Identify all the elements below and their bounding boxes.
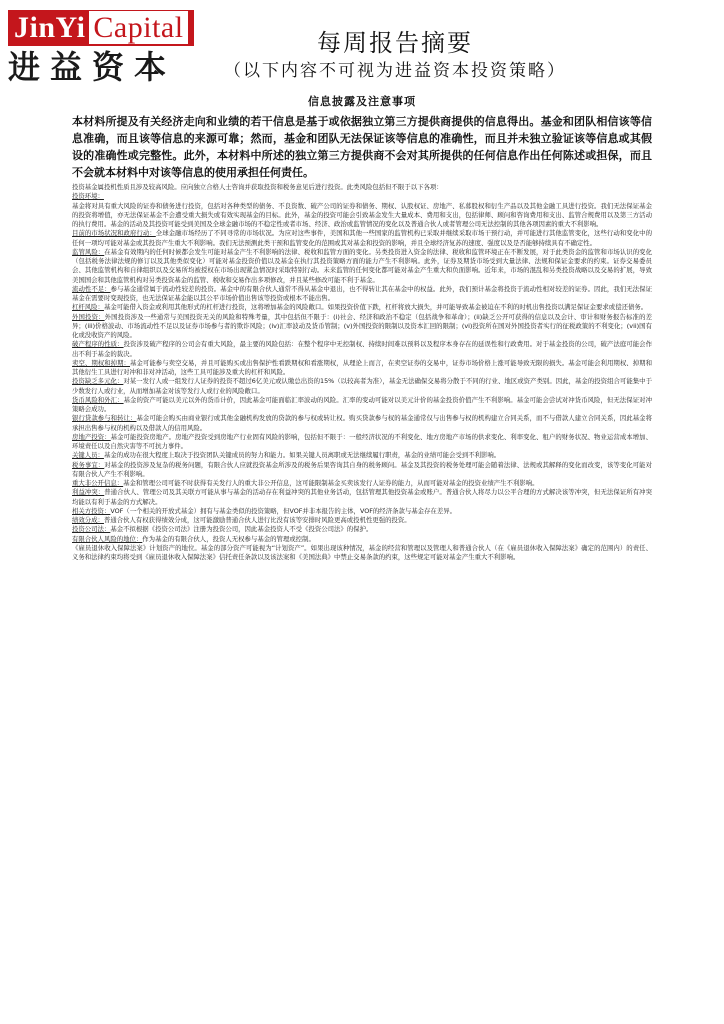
risk-section (72, 303, 652, 312)
section-heading: 重大非公开信息： (72, 479, 124, 487)
section-heading: 卖空、期权和掉期： (72, 358, 131, 367)
section-text: VOF（一个相关的开放式基金）拥有与基金类似的投资策略，但VOF并非本报告的主体，VOF的经济条款与基金存在差异。 (110, 506, 456, 515)
risk-section (72, 461, 652, 480)
section-text: 基金可能参与卖空交易，并且可能购买或出售保护性看跌期权和看涨期权，从理论上而言，在卖空证券的交易中，证券市场价格上涨可能导致无限的损失。基金可能会利用期权、掉期和其他衍生工具进行对冲和非对冲活动，这些工具可能涉及重大的杠杆和风险。 (72, 358, 652, 376)
disclaimer-title: 信息披露及注意事项 (308, 95, 416, 108)
section-heading: 相关方投资： (72, 506, 111, 515)
section-text: 普通合伙人有权获得绩效分成，这可能激励普通合伙人进行比没有该等安排时风险更高或投机性更强的投资。 (103, 516, 411, 524)
section-heading: 关键人员： (72, 451, 104, 460)
disclaimer-intro: 本材料所提及有关经济走向和业绩的若干信息是基于或依据独立第三方提供商提供的信息得出。基金和团队相信该等信息准确，而且该等信息的来源可靠；然而，基金和团队无法保证该等信息的准确性，而且并未独立验证该等信息或其假设的准确性或完整性。此外，本材料中所述的独立第三方提供商不会对其所提供的任何信息作出任何陈述或担保，而且不会就本材料中对该等信息的使用承担任何责任。 (72, 115, 652, 179)
section-heading: 流动性不足： (72, 284, 111, 293)
section-text: 基金的资产可能以美元以外的货币计价，因此基金可能面临汇率波动的风险。汇率的变动可能对以美元计价的基金投资价值产生不利影响。基金可能会尝试对冲货币风险，但无法保证对冲策略会成功。 (72, 395, 652, 413)
risk-section (72, 202, 652, 230)
section-heading: 监管风险： (72, 247, 105, 256)
section-heading: 税务事宜： (72, 460, 105, 469)
risk-section (72, 313, 652, 341)
section-text: 投资基金属投机性质且涉及较高风险。应向独立合格人士咨询并获取投资和税务意见后进行投资。此类风险包括但不限于以下各项： (72, 183, 443, 191)
section-heading: 投资缺乏多元化： (72, 377, 124, 386)
risk-sections (72, 183, 652, 1019)
report-header (210, 28, 580, 82)
risk-section (72, 183, 652, 192)
section-text: 基金将对具有重大风险的证券和债务进行投资，包括对各种类型的债务、不良资数、破产公司的证券和债务、期权、认股权证、房地产、私募股权和衍生产品以及其他金融工具进行投资。我们无法保证基金的投资将增值，亦无法保证基金不会遭受重大损失或有效实现基金的目标。此外，基金的投资可能会引致基金发生大量成本、费用和支出，包括律师、顾问和咨询费用和支出、监管合规费用以及第三方活动的执行费用。基金的活动及其投资可能受到美国及全球金融市场的不稳定性或者市场、经济、政治或监管情况的变化以及普通合伙人或者管理公司无法控制的其他各项因素的重大不利影响。 (72, 201, 652, 228)
section-heading: 利益冲突： (72, 488, 105, 497)
risk-section (72, 488, 652, 507)
risk-section (72, 377, 652, 396)
risk-section (72, 248, 652, 285)
risk-section (72, 414, 652, 433)
risk-section (72, 433, 652, 452)
company-logo (8, 10, 208, 86)
section-text: 基金可能借入资金或利用其他形式的杠杆进行投资，这将增加基金的风险敞口。如果投资价值下跌，杠杆将放大损失，并可能导致基金被迫在不利的时机出售投资以满足保证金要求或偿还债务。 (103, 303, 648, 312)
section-heading: 目前的市场状况和政府行动： (72, 229, 156, 238)
risk-section (72, 229, 652, 248)
risk-section (72, 544, 652, 563)
risk-section (72, 516, 652, 525)
risk-section (72, 285, 652, 304)
section-heading: 投资环境： (72, 192, 104, 201)
risk-section (72, 340, 652, 359)
report-subtitle: （以下内容不可视为进益资本投资策略） (224, 61, 566, 81)
risk-section (72, 507, 652, 516)
risk-section (72, 451, 652, 460)
section-heading: 银行贷款参与和转让： (72, 414, 137, 423)
section-text: 基金可能投资房地产。房地产投资受到房地产行业固有风险的影响，包括但不限于：一般经济状况的不利变化、地方房地产市场的供求变化、利率变化、租户的财务状况、物业运营成本增加、环境责任以及自然灾害等不可抗力事件。 (72, 432, 652, 450)
logo-latin-suffix: Capital (89, 11, 187, 44)
risk-section (72, 479, 652, 488)
section-heading: 投资公司法： (72, 525, 111, 534)
section-text: 《雇员退休收入保障法案》计划资产的地位。基金的部分资产可能视为“计划资产”。如果出现该种情况，基金的经营和管理以及管理人和普通合伙人（在《雇员退休收入保障法案》确定的范围内）的责任、义务和法律约束均将受到《雇员退休收入保障法案》信托责任条款以及该法案和《美国法典》中禁止交易条款的约束，这些规定可能对基金产生重大不利影响。 (72, 543, 652, 561)
risk-section (72, 359, 652, 378)
section-heading: 绩效分成： (72, 516, 104, 524)
section-heading: 有限合伙人风险的地位： (72, 534, 143, 543)
section-text: 对基金的投资涉及复杂的税务问题，有限合伙人应就投资基金所涉及的税务后果咨询其自身的税务顾问。基金及其投资的税务处理可能会随着法律、法规或其解释的变化而改变，该等变化可能对有限合伙人产生不利影响。 (72, 460, 652, 478)
section-text: 在基金有效期内的任何时候都会发生可能对基金产生不利影响的法律、税收和监管方面的变化。另类投资进入资金的法律、税收和监管环境正在不断发展，对于此类资金的监管和市场认识的变化（包括税务法律法规的修订以及其他类似变化）可能对基金投资价值以及基金在执行其投资策略方面的能力产生不利影响。此外，证券及期货市场受到大量法律、法规和保证金要求的约束。证券交易委员会、其他监管机构和自律组织以及交易所均被授权在市场出现紧急情况时采取特别行动。未来监管的任何变化都可能对基金产生重大和负面影响。近年来，市场的混乱和另类投资战略以及交易的扩展，导致美国国会和其他监管机构对另类投资基金的监管、税收和交易作出多项修改，并且某些修改可能不利于基金。 (72, 247, 652, 284)
section-text: 参与基金通常属于流动性较差的投资。基金中的有限合伙人通常不得从基金中退出，也不得转让其在基金中的权益。此外，我们预计基金将投资于流动性相对较差的证券。因此，我们无法保证基金在需要时变现投资，也无法保证基金能以其公平市场价值出售该等投资或根本不能出售。 (72, 284, 652, 302)
logo-latin-main: JinYi (14, 11, 86, 44)
section-text: 作为基金的有限合伙人，投资人无权参与基金的管理或控制。 (142, 534, 315, 543)
section-text: 外国投资涉及一些通常与美国投资无关的风险和特殊考量，其中包括但不限于：(i)社会、经济和政治不稳定（包括战争和革命）；(ii)缺乏公开可获得的信息以及会计、审计和财务报告标准的差异；(iii)价格波动、市场流动性不足以及证券市场参与者的欺诈风险；(iv)汇率波动及货币管制；(v)外国投资的限制以及资本汇回的限制；(vi)投资所在国对外国投资者实行的征税政策的不利变化；(vii)国有化或没收资产的风险。 (72, 312, 652, 339)
section-text: 基金的成功在很大程度上取决于投资团队关键成员的努力和能力。如果关键人员离职或无法继续履行职责，基金的业绩可能会受到不利影响。 (103, 451, 501, 460)
section-heading: 货币风险和外汇： (72, 395, 124, 404)
section-heading: 外国投资： (72, 312, 105, 321)
section-text: 基金可能会购买由商业银行或其他金融机构发放的贷款的参与权或转让权。购买贷款参与权的基金通常仅与出售参与权的机构建立合同关系，而不与借款人建立合同关系，因此基金将承担出售参与权的机构以及借款人的信用风险。 (72, 414, 652, 432)
risk-section (72, 535, 652, 544)
logo-latin (8, 10, 194, 46)
section-heading: 破产程序的性质： (72, 340, 124, 349)
section-text: 全球金融市场经历了不同寻常的市场状况。为应对这些事件，美国和其他一些国家的监管机构已采取并继续采取市场干预行动，并可能进行其他监管变化，这些行动和变化中的任何一项均可能对基金或其投资产生重大不利影响。我们无法预测此类干预和监管变化的范围或其对基金和投资的影响，并且全球经济复苏的速度、强度以及是否能够持续具有不确定性。 (72, 229, 652, 247)
section-heading: 杠杆风险： (72, 303, 104, 312)
section-heading: 房地产投资： (72, 432, 111, 441)
section-text: 基金不拟根据《投资公司法》注册为投资公司，因此基金投资人不受《投资公司法》的保护。 (110, 525, 373, 534)
logo-chinese: 进益资本 (8, 48, 177, 86)
risk-section (72, 192, 652, 201)
risk-section (72, 396, 652, 415)
section-text: 普通合伙人、管理公司及其关联方可能从事与基金的活动存在利益冲突的其他业务活动，包括管理其他投资基金或账户。普通合伙人将尽力以公平合理的方式解决该等冲突，但无法保证所有冲突均能以有利于基金的方式解决。 (72, 488, 652, 506)
section-text: 投资涉及破产程序的公司会有重大风险，最主要的风险包括：在整个程序中无控制权、持续时间难以预料以及程序本身存在的延误性和行政费用。对于基金投资的公司，破产法庭可能会作出不利于基金的裁决。 (72, 340, 652, 358)
section-text: 基金和管理公司可能不时获得有关发行人的重大非公开信息，这可能限制基金买卖该发行人证券的能力，从而可能对基金的投资业绩产生不利影响。 (123, 479, 539, 487)
risk-section (72, 525, 652, 534)
report-title: 每周报告摘要 (317, 29, 473, 57)
section-text: 对某一发行人或一组发行人证券的投资不超过6亿美元或认缴总出资的15%（以较高者为准），基金无法确保交易将分散于不同的行业、地区或资产类别。因此，基金的投资组合可能集中于少数发行人或行业，从而增加基金对该等发行人或行业的风险敞口。 (72, 377, 652, 395)
